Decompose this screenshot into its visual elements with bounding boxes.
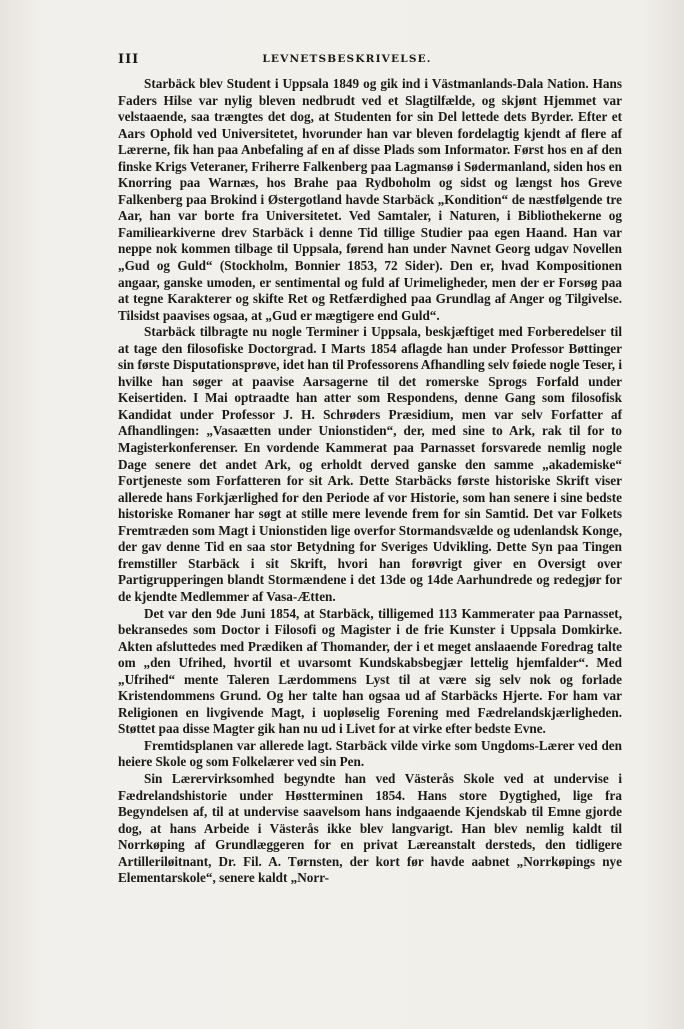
- page-header: [118, 52, 576, 70]
- running-title: LEVNETSBESKRIVELSE.: [262, 53, 432, 65]
- paragraph: Starbäck tilbragte nu nogle Terminer i Uppsala, beskjæftiget med Forberedelser til at tage den filosofiske Doctorgrad. I Marts 1854 aflagde han under Professor Bøttinger sin første Disputationsprøve, idet han til Professorens Afhandling selv føiede nogle Teser, i hvilke han søger at paavise Aarsagerne til det romerske Sprogs Forfald under Keisertiden. I Mai optraadte han atter som Respondens, denne Gang som filosofisk Kandidat under Professor J. H. Schrøders Præsidium, men var selv Forfatter af Afhandlingen: „Vasaætten under Unionstiden“, der, med sine to Ark, rak til for to Magisterkonferenser. En vordende Kammerat paa Parnasset forsvarede nemlig nogle Dage senere det andet Ark, og erholdt derved ganske den samme „akademiske“ Fortjeneste som Forfatteren for sit Ark. Dette Starbäcks første historiske Skrift viser allerede hans Forkjærlighed for den Periode af vor Historie, som han senere i sine bedste historiske Romaner har søgt at stille mere levende frem for sin Samtid. Det var Folkets Fremtræden som Magt i Unionstiden lige overfor Stormandsvælde og udenlandsk Konge, der gav denne Tid en saa stor Betydning for Sveriges Udvikling. Dette Syn paa Tingen fremstiller Starbäck i sit Skrift, hvori han forøvrigt giver en Oversigt over Partigrupperingen blandt Stormændene i det 13de og 14de Aarhundrede og redegjør for de kjendte Medlemmer af Vasa-Ætten.: [118, 324, 622, 604]
- body-text: [118, 76, 622, 887]
- paragraph: Fremtidsplanen var allerede lagt. Starbäck vilde virke som Ungdoms-Lærer ved den heiere Skole og som Folkelærer ved sin Pen.: [118, 737, 622, 770]
- page-number: III: [118, 52, 140, 67]
- paragraph: Det var den 9de Juni 1854, at Starbäck, tilligemed 113 Kammerater paa Parnasset, bekransedes som Doctor i Filosofi og Magister i de frie Kunster i Uppsala Domkirke. Akten afsluttedes med Prædiken af Thomander, der i et meget anslaaende Foredrag talte om „den Ufrihed, hvortil et uvarsomt Kundskabsbegjær lettelig hjemfalder“. Med „Ufrihed“ mente Taleren Lærdommens Lyst til at være sig selv nok og forlade Kristendommens Grund. Og her talte han ogsaa ud af Starbäcks Hjerte. For ham var Religionen en livgivende Magt, i uopløselig Forening med Fædrelandskjærligheden. Støttet paa disse Magter gik han nu ud i Livet for at virke efter bedste Evne.: [118, 605, 622, 737]
- paragraph: Sin Lærervirksomhed begyndte han ved Västerås Skole ved at undervise i Fædrelandshistorie under Høstterminen 1854. Hans store Dygtighed, lige fra Begyndelsen af, til at undervise saavelsom hans indgaaende Kjendskab til Emne gjorde dog, at hans Arbeide i Västerås ikke blev langvarigt. Han blev nemlig kaldt til Norrkøping af Grundlæggeren for en privat Læreanstalt dersteds, den tidligere Artilleriløitnant, Dr. Fil. A. Tørnsten, der kort før havde aabnet „Norrkøpings nye Elementarskole“, senere kaldt „Norr-: [118, 770, 622, 886]
- paragraph: Starbäck blev Student i Uppsala 1849 og gik ind i Västmanlands-Dala Nation. Hans Faders Hilse var nylig bleven nedbrudt ved et Slagtilfælde, og skjønt Hjemmet var velstaaende, saa trængtes det dog, at Studenten for sin Del lettede dets Byrder. Efter et Aars Ophold ved Universitetet, hvorunder han var bleven fordelagtig kjendt af flere af Lærerne, fik han paa Anbefaling af en af disse Plads som Informator. Først hos en af den finske Krigs Veteraner, Friherre Falkenberg paa Lagmansø i Sødermanland, siden hos en Knorring paa Warnæs, hos Brahe paa Rydboholm og sidst og længst hos Greve Falkenberg paa Brokind i Østergotland havde Starbäck „Kondition“ de næstfølgende tre Aar, han var borte fra Universitetet. Ved Samtaler, i Naturen, i Bibliothekerne og Familiearkiverne drev Starbäck i denne Tid tillige Studier paa egen Haand. Han var neppe nok kommen tilbage til Uppsala, førend han under Navnet Georg udgav Novellen „Gud og Guld“ (Stockholm, Bonnier 1853, 72 Sider). Den er, hvad Kompositionen angaar, ganske umoden, er sentimental og fuld af Urimeligheder, men der er Forsøg paa at tegne Karakterer og skifte Ret og Retfærdighed paa Grundlag af Anger og Tilgivelse. Tilsidst paavises ogsaa, at „Gud er mægtigere end Guld“.: [118, 76, 622, 323]
